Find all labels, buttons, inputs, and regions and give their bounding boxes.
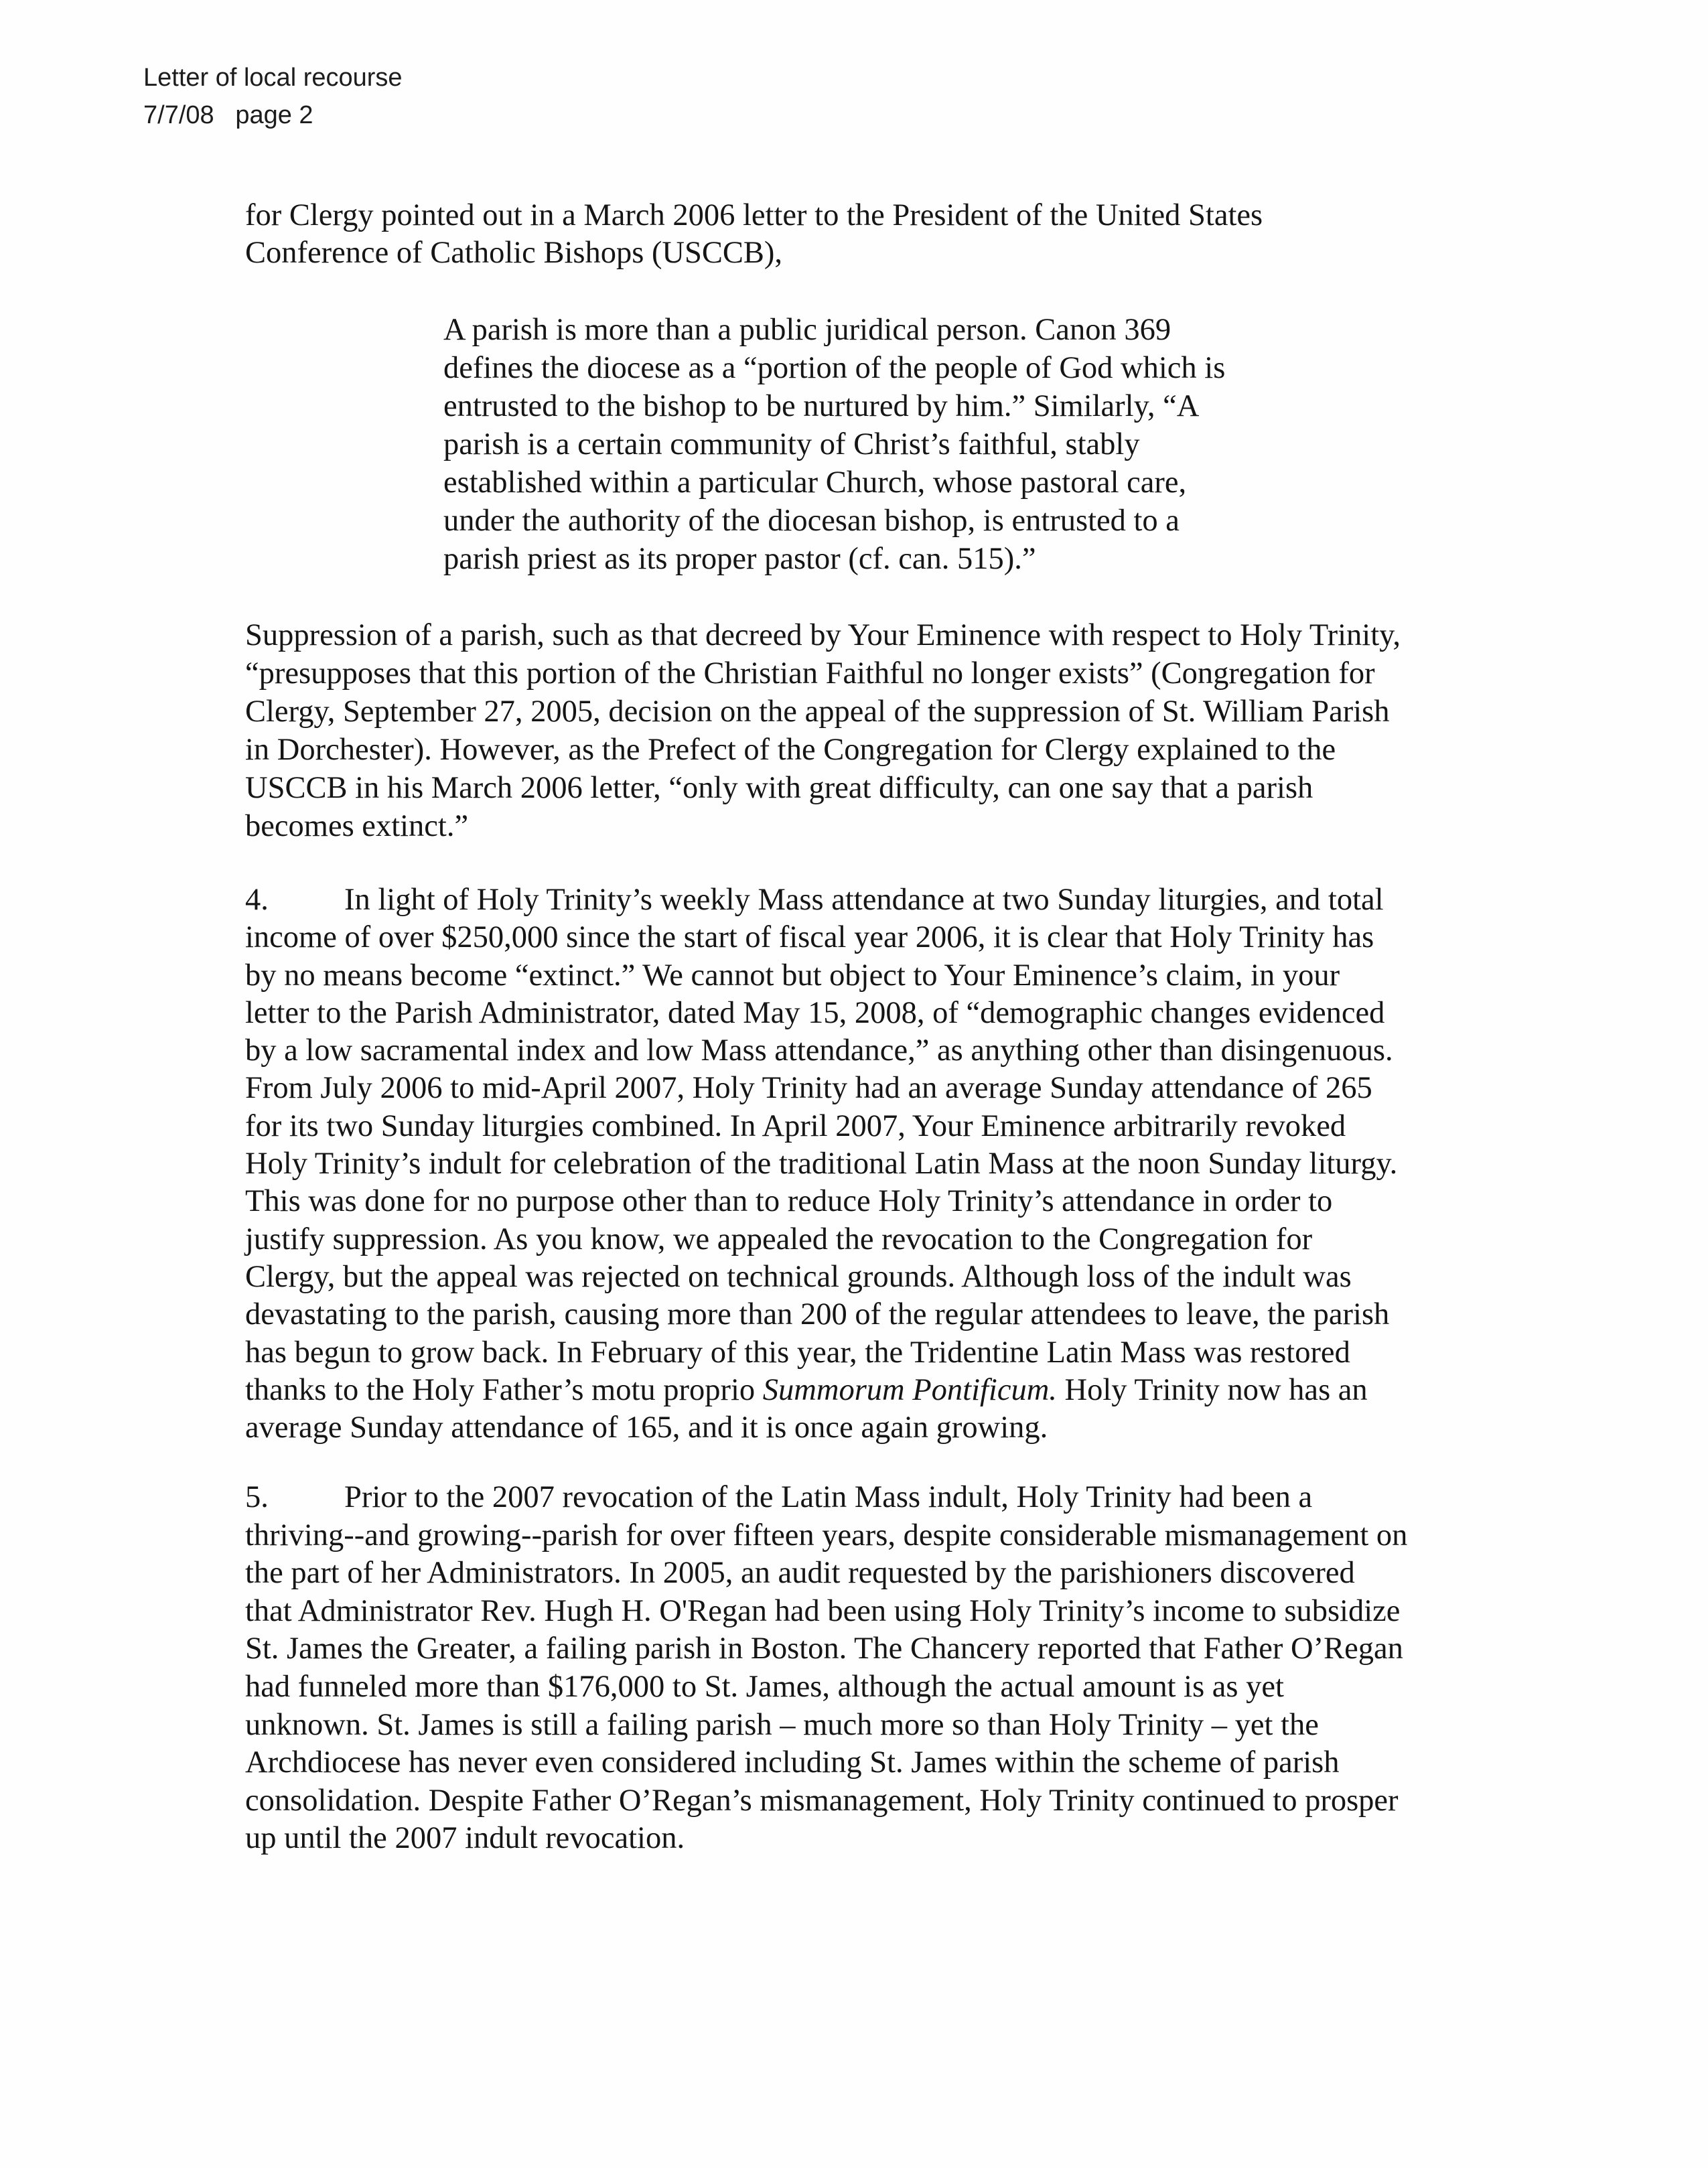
paragraph-number: 5. [245,1480,269,1514]
text-segment: Holy Trinity now has an [1056,1372,1368,1407]
header-title: Letter of local recourse [143,64,403,92]
text-line: average Sunday attendance of 165, and it is once again growing. [245,1411,1048,1445]
text-line: thriving--and growing--parish for over fifteen years, despite considerable mismanagement on [245,1518,1408,1552]
text-line: for Clergy pointed out in a March 2006 letter to the President of the United States [245,198,1263,232]
text-line: that Administrator Rev. Hugh H. O'Regan had been using Holy Trinity’s income to subsidize [245,1593,1401,1628]
quote-line: entrusted to the bishop to be nurtured by him.” Similarly, “A [443,389,1200,423]
quote-line: established within a particular Church, whose pastoral care, [443,465,1187,500]
text-line: income of over $250,000 since the start of fiscal year 2006, it is clear that Holy Trinity has [245,920,1374,955]
text-segment: Prior to the 2007 revocation of the Latin Mass indult, Holy Trinity had been a [344,1480,1313,1514]
quote-line: A parish is more than a public juridical person. Canon 369 [443,313,1171,347]
text-line: Clergy, September 27, 2005, decision on the appeal of the suppression of St. William Parish [245,695,1390,729]
block-quote [443,311,1225,578]
quote-line: parish is a certain community of Christ’s faithful, stably [443,427,1140,461]
text-line: devastating to the parish, causing more than 200 of the regular attendees to leave, the parish [245,1297,1390,1332]
quote-line: parish priest as its proper pastor (cf. can. 515).” [443,542,1036,576]
paragraph-first-line [245,881,1495,919]
italic-title: Summorum Pontificum. [762,1372,1057,1407]
text-line: From July 2006 to mid-April 2007, Holy Trinity had an average Sunday attendance of 265 [245,1071,1372,1106]
text-line: justify suppression. As you know, we appealed the revocation to the Congregation for [245,1222,1313,1256]
text-line: unknown. St. James is still a failing parish – much more so than Holy Trinity – yet the [245,1707,1319,1742]
intro-paragraph [245,197,1495,272]
text-line: has begun to grow back. In February of this year, the Tridentine Latin Mass was restored [245,1335,1350,1370]
suppression-paragraph [245,616,1495,845]
header-date-page: 7/7/08 page 2 [143,101,313,129]
text-line: Archdiocese has never even considered including St. James within the scheme of parish [245,1745,1340,1780]
text-line: for its two Sunday liturgies combined. In April 2007, Your Eminence arbitrarily revoked [245,1108,1346,1143]
text-line: by no means become “extinct.” We cannot but object to Your Eminence’s claim, in your [245,958,1340,993]
text-line: USCCB in his March 2006 letter, “only with great difficulty, can one say that a parish [245,771,1313,805]
text-line: becomes extinct.” [245,809,469,843]
text-line: by a low sacramental index and low Mass attendance,” as anything other than disingenuous. [245,1033,1393,1068]
text-line: Conference of Catholic Bishops (USCCB), [245,236,783,270]
text-line: letter to the Parish Administrator, dated May 15, 2008, of “demographic changes evidenced [245,995,1385,1030]
paragraph-5 [245,1479,1495,1858]
quote-line: under the authority of the diocesan bishop, is entrusted to a [443,504,1180,538]
text-line: Holy Trinity’s indult for celebration of the traditional Latin Mass at the noon Sunday liturgy. [245,1147,1398,1181]
text-line: Suppression of a parish, such as that decreed by Your Eminence with respect to Holy Trinity, [245,618,1401,652]
text-line: up until the 2007 indult revocation. [245,1821,685,1856]
text-line: in Dorchester). However, as the Prefect of the Congregation for Clergy explained to the [245,733,1336,767]
paragraph-first-line [245,1479,1495,1517]
page-header [143,59,403,134]
text-line-with-italic [245,1372,1495,1409]
text-line: the part of her Administrators. In 2005, an audit requested by the parishioners discovered [245,1556,1355,1591]
text-line: consolidation. Despite Father O’Regan’s mismanagement, Holy Trinity continued to prosper [245,1783,1399,1818]
quote-line: defines the diocese as a “portion of the people of God which is [443,351,1226,385]
paragraph-4 [245,881,1495,1447]
paragraph-number: 4. [245,883,269,917]
text-line: This was done for no purpose other than to reduce Holy Trinity’s attendance in order to [245,1184,1333,1219]
text-line: had funneled more than $176,000 to St. James, although the actual amount is as yet [245,1669,1284,1704]
text-segment: thanks to the Holy Father’s motu proprio [245,1372,763,1407]
text-segment: In light of Holy Trinity’s weekly Mass attendance at two Sunday liturgies, and total [344,883,1384,917]
text-line: St. James the Greater, a failing parish in Boston. The Chancery reported that Father O’Regan [245,1632,1403,1666]
text-line: “presupposes that this portion of the Christian Faithful no longer exists” (Congregation for [245,656,1375,691]
text-line: Clergy, but the appeal was rejected on technical grounds. Although loss of the indult was [245,1259,1352,1294]
